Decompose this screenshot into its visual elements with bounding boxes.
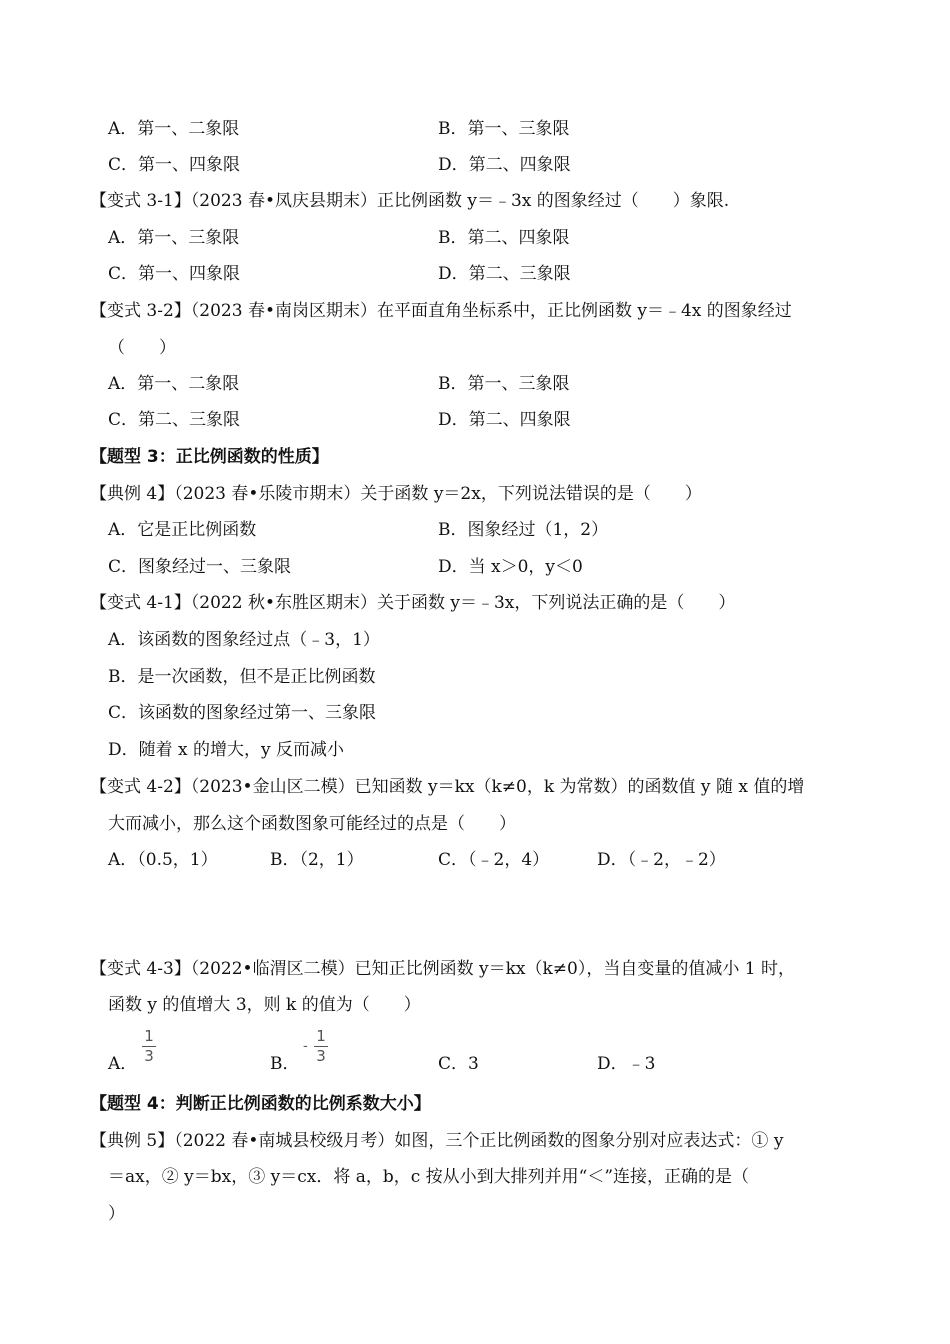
option-b: B．第二、四象限 [438,228,570,248]
question-stem-cont: ） [108,1204,125,1224]
option-b: B．第一、三象限 [438,119,570,139]
question-stem-cont: （ ） [108,338,176,358]
option-b: B．是一次函数，但不是正比例函数 [108,667,376,687]
question-stem: 【变式 4-3】（2022•临渭区二模）已知正比例函数 y＝kx（k≠0），当自变量的值减小 1 时， [90,959,795,979]
option-a: A．第一、二象限 [108,374,240,394]
question-stem: 【典例 4】（2023 春•乐陵市期末）关于函数 y＝2x，下列说法错误的是（ ） [90,484,702,504]
fraction-numerator: 1 [316,1027,326,1045]
option-a: A．它是正比例函数 [108,520,257,540]
option-d: D．﹣3 [597,1054,656,1074]
option-c: C．（﹣2，4） [438,850,550,870]
option-d: D．第二、三象限 [438,264,571,284]
option-b [270,1053,300,1075]
option-a: A．（0.5，1） [108,850,218,870]
option-a: A．第一、二象限 [108,119,240,139]
option-a: A．第一、三象限 [108,228,240,248]
question-stem-cont: 函数 y 的值增大 3，则 k 的值为（ ） [108,995,421,1015]
fraction [314,1029,328,1064]
question-stem: 【变式 3-1】（2023 春•凤庆县期末）正比例函数 y＝﹣3x 的图象经过（ ）象限. [90,191,730,211]
fraction [142,1029,156,1064]
minus-sign: - [303,1038,308,1054]
option-d: D．第二、四象限 [438,410,571,430]
section-heading: 【题型 3：正比例函数的性质】 [90,447,329,467]
question-stem-cont: ＝ax，② y＝bx，③ y＝cx．将 a，b，c 按从小到大排列并用“＜”连接，正确的是（ [108,1167,750,1187]
option-label: B． [270,1054,300,1074]
question-stem-cont: 大而减小，那么这个函数图象可能经过的点是（ ） [108,814,516,834]
option-c: C．图象经过一、三象限 [108,557,292,577]
option-d: D．当 x＞0，y＜0 [438,557,583,577]
fraction-denominator: 3 [144,1047,154,1065]
option-c: C．第一、四象限 [108,264,241,284]
option-c: C．第一、四象限 [108,155,241,175]
option-d: D．随着 x 的增大，y 反而减小 [108,740,345,760]
option-c: C．第二、三象限 [108,410,241,430]
option-a [108,1053,137,1075]
option-b: B．（2，1） [270,850,364,870]
fraction-denominator: 3 [316,1047,326,1065]
option-c: C．该函数的图象经过第一、三象限 [108,703,377,723]
option-d: D．第二、四象限 [438,155,571,175]
option-b: B．图象经过（1，2） [438,520,609,540]
fraction-numerator: 1 [144,1027,154,1045]
section-heading: 【题型 4：判断正比例函数的比例系数大小】 [90,1094,431,1114]
option-c: C．3 [438,1054,479,1074]
option-d: D．（﹣2，﹣2） [597,850,726,870]
question-stem: 【变式 3-2】（2023 春•南岗区期末）在平面直角坐标系中，正比例函数 y＝﹣4x 的图象经过 [90,301,792,321]
option-a: A．该函数的图象经过点（﹣3，1） [108,630,380,650]
option-label: A． [108,1054,138,1074]
question-stem: 【变式 4-1】（2022 秋•东胜区期末）关于函数 y＝﹣3x，下列说法正确的是（ ） [90,593,736,613]
question-stem: 【变式 4-2】（2023•金山区二模）已知函数 y＝kx（k≠0，k 为常数）的函数值 y 随 x 值的增 [90,777,805,797]
question-stem: 【典例 5】（2022 春•南城县校级月考）如图，三个正比例函数的图象分别对应表达式：① y [90,1131,784,1151]
option-b: B．第一、三象限 [438,374,570,394]
